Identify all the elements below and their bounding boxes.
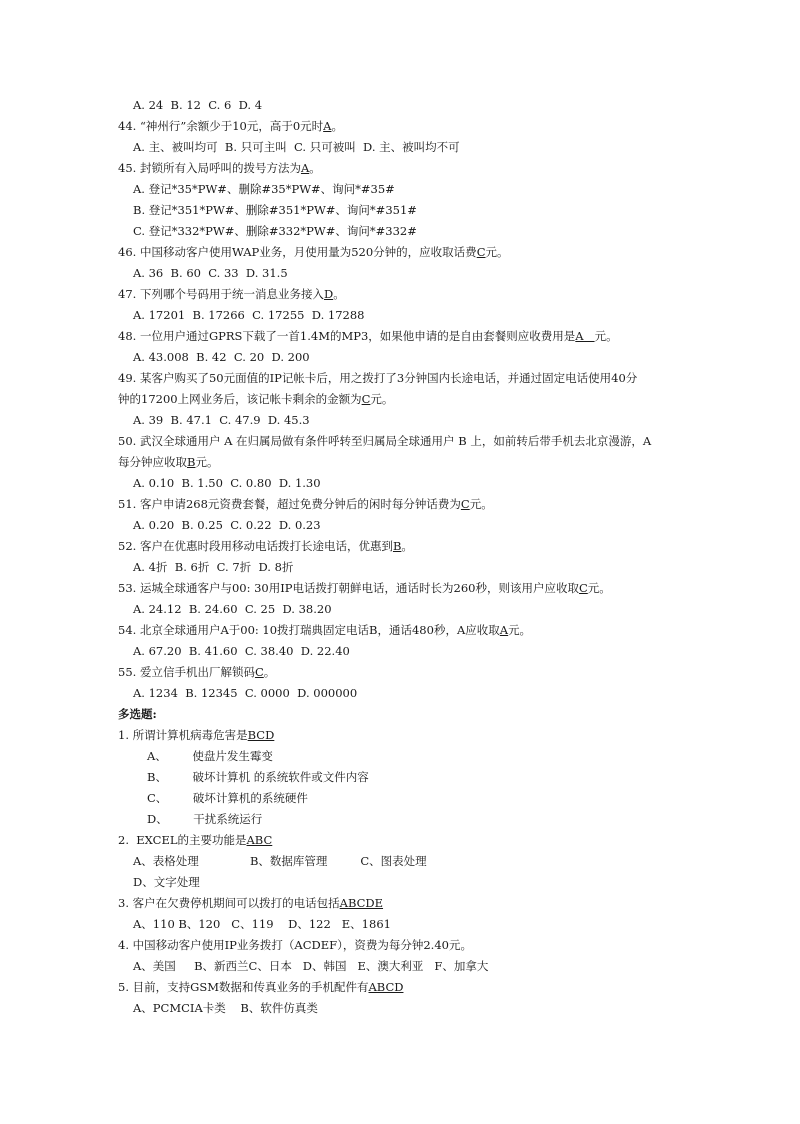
m3-options: A、110 B、120 C、119 D、122 E、1861 [133, 917, 391, 931]
q49-line-1: 49. 某客户购买了50元面值的IP记帐卡后，用之拨打了3分钟国内长途电话，并通过固定电话使用40分 [118, 371, 638, 385]
answer: C [361, 392, 371, 406]
answer: ABC [246, 833, 273, 847]
q44-options: A. 主、被叫均可 B. 只可主叫 C. 只可被叫 D. 主、被叫均不可 [133, 140, 460, 154]
answer: ABCD [368, 980, 404, 994]
q45-line: 45. 封锁所有入局呼叫的拨号方法为A。 [118, 161, 321, 175]
q53-line: 53. 运城全球通客户与00: 30用IP电话拨打朝鲜电话，通话时长为260秒，则该用户应收取C元。 [118, 581, 611, 595]
m4-options: A、美国 B、新西兰C、日本 D、韩国 E、澳大利亚 F、加拿大 [133, 959, 489, 973]
answer: A [323, 119, 332, 133]
answer: C [578, 581, 588, 595]
m1-option-b: B、 破坏计算机 的系统软件或文件内容 [147, 770, 369, 784]
q46-options: A. 36 B. 60 C. 33 D. 31.5 [133, 266, 288, 280]
q54-options: A. 67.20 B. 41.60 C. 38.40 D. 22.40 [133, 644, 350, 658]
q50-line-1: 50. 武汉全球通用户 A 在归属局做有条件呼转至归属局全球通用户 B 上，如前转后带手机去北京漫游，A [118, 434, 652, 448]
answer: B [187, 455, 196, 469]
q43-options: A. 24 B. 12 C. 6 D. 4 [133, 98, 263, 112]
answer: D [323, 287, 334, 301]
q52-options: A. 4折 B. 6折 C. 7折 D. 8折 [133, 560, 294, 574]
q52-line: 52. 客户在优惠时段用移动电话拨打长途电话，优惠到B。 [118, 539, 413, 553]
answer: BCD [247, 728, 275, 742]
q48-line: 48. 一位用户通过GPRS下载了一首1.4M的MP3，如果他申请的是自由套餐则应收费用是A 元。 [118, 329, 618, 343]
q50-line-2: 每分钟应收取B元。 [118, 455, 219, 469]
answer: C [254, 665, 264, 679]
q50-options: A. 0.10 B. 1.50 C. 0.80 D. 1.30 [133, 476, 321, 490]
q44-line: 44. “神州行”余额少于10元，高于0元时A。 [118, 119, 343, 133]
answer: A [499, 623, 509, 637]
m1-option-a: A、 使盘片发生霉变 [147, 749, 273, 763]
q55-options: A. 1234 B. 12345 C. 0000 D. 000000 [133, 686, 358, 700]
q47-line: 47. 下列哪个号码用于统一消息业务接入D。 [118, 287, 345, 301]
m1-line: 1. 所谓计算机病毒危害是BCD [118, 728, 275, 742]
q51-options: A. 0.20 B. 0.25 C. 0.22 D. 0.23 [133, 518, 321, 532]
answer: C [460, 497, 470, 511]
answer: A [300, 161, 310, 175]
q54-line: 54. 北京全球通用户A于00: 10拨打瑞典固定电话B，通话480秒，A应收取A元。 [118, 623, 532, 637]
m2-line: 2. EXCEL的主要功能是ABC [118, 833, 273, 847]
answer: C [476, 245, 486, 259]
answer: A [575, 329, 595, 343]
answer: ABCDE [339, 896, 384, 910]
m3-line: 3. 客户在欠费停机期间可以拨打的电话包括ABCDE [118, 896, 384, 910]
q45-option-a: A. 登记*35*PW#、删除#35*PW#、询问*#35# [133, 182, 395, 196]
q47-options: A. 17201 B. 17266 C. 17255 D. 17288 [133, 308, 365, 322]
m4-line: 4. 中国移动客户使用IP业务拨打（ACDEF），资费为每分钟2.40元。 [118, 938, 472, 952]
q48-options: A. 43.008 B. 42 C. 20 D. 200 [133, 350, 310, 364]
m5-options: A、PCMCIA卡类 B、软件仿真类 [133, 1001, 318, 1015]
q49-line-2: 钟的17200上网业务后，该记帐卡剩余的金额为C元。 [118, 392, 394, 406]
m2-options-1: A、表格处理 B、数据库管理 C、图表处理 [133, 854, 427, 868]
q51-line: 51. 客户申请268元资费套餐，超过免费分钟后的闲时每分钟话费为C元。 [118, 497, 493, 511]
m1-option-c: C、 破坏计算机的系统硬件 [147, 791, 308, 805]
q46-line: 46. 中国移动客户使用WAP业务，月使用量为520分钟的，应收取话费C元。 [118, 245, 509, 259]
q53-options: A. 24.12 B. 24.60 C. 25 D. 38.20 [133, 602, 332, 616]
m5-line: 5. 目前，支持GSM数据和传真业务的手机配件有ABCD [118, 980, 404, 994]
q45-option-b: B. 登记*351*PW#、删除#351*PW#、询问*#351# [133, 203, 417, 217]
section-heading: 多选题: [118, 707, 157, 721]
q45-option-c: C. 登记*332*PW#、删除#332*PW#、询问*#332# [133, 224, 417, 238]
m2-options-2: D、文字处理 [133, 875, 200, 889]
q55-line: 55. 爱立信手机出厂解锁码C。 [118, 665, 276, 679]
q49-options: A. 39 B. 47.1 C. 47.9 D. 45.3 [133, 413, 310, 427]
answer: B [392, 539, 402, 553]
m1-option-d: D、 干扰系统运行 [147, 812, 263, 826]
